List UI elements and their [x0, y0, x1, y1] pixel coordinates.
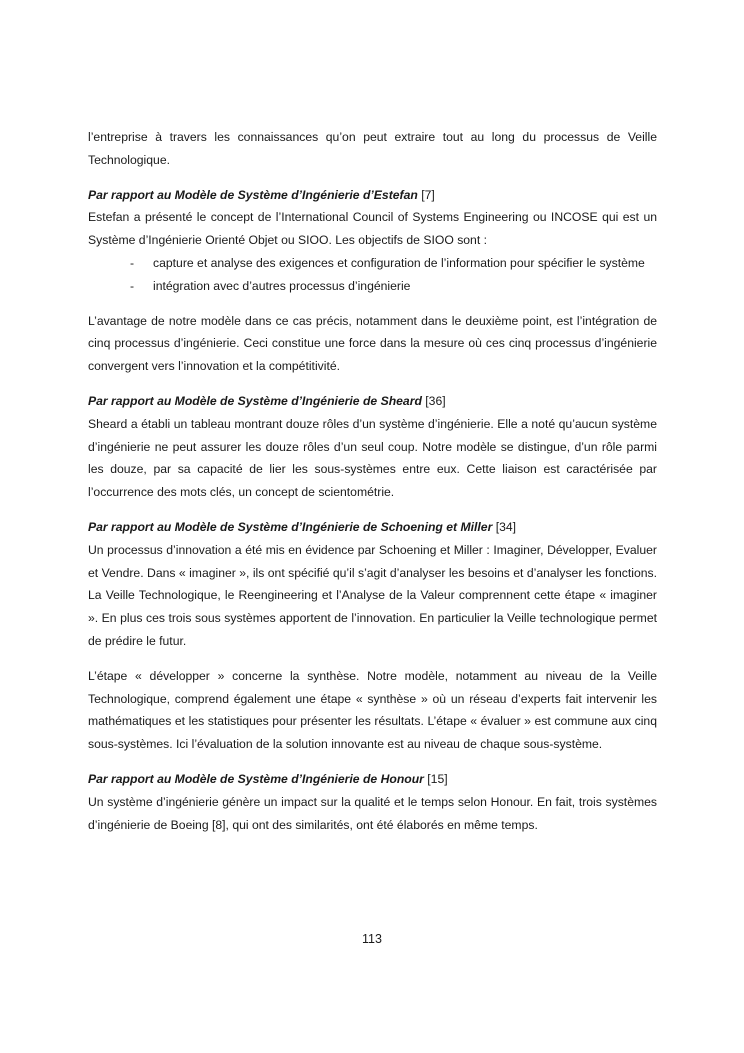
list-item-text: capture et analyse des exigences et configuration de l’information pour spécifier le système — [153, 255, 645, 270]
list-item — [88, 275, 657, 298]
honour-paragraph: Un système d’ingénierie génère un impact sur la qualité et le temps selon Honour. En fait, trois systèmes d’ingénierie de Boeing [8], qui ont des similarités, ont été élaborés en même temps. — [88, 794, 657, 832]
section-heading-estefan: Par rapport au Modèle de Système d’Ingénierie d’Estefan — [88, 187, 418, 202]
estefan-heading-line — [88, 184, 657, 207]
list-item-text: intégration avec d’autres processus d’ingénierie — [153, 278, 411, 293]
section-heading-honour: Par rapport au Modèle de Système d’Ingénierie de Honour — [88, 771, 424, 786]
schoening-paragraph: Un processus d’innovation a été mis en évidence par Schoening et Miller : Imaginer, Développer, Evaluer et Vendre. Dans « imaginer », ils ont spécifié qu’il s’agit d’analyser les besoins et d’analyser les fonctions. La Veille Technologique, le Reengineering et l’Analyse de la Valeur comprennent cette étape « imaginer ». En plus ces trois sous systèmes apportent de l’innovation. En particulier la Veille technologique permet de prédire le futur. — [88, 542, 657, 648]
estefan-conclusion-paragraph: L’avantage de notre modèle dans ce cas précis, notamment dans le deuxième point, est l’intégration de cinq processus d’ingénierie. Ceci constitue une force dans la mesure où ces cinq processus d’ingénierie convergent vers l’innovation et la compétitivité. — [88, 313, 657, 374]
schoening-heading-line — [88, 516, 657, 539]
citation-ref-schoening-miller: [34] — [495, 519, 517, 534]
schoening-paragraph-2: L’étape « développer » concerne la synthèse. Notre modèle, notamment au niveau de la Veille Technologique, comprend également une étape « synthèse » où un réseau d’experts fait intervenir les mathématiques et les statistiques pour présenter les résultats. L’étape « évaluer » est commune aux cinq sous-systèmes. Ici l’évaluation de la solution innovante est au niveau de chaque sous-système. — [88, 668, 657, 752]
page-number: 113 — [362, 932, 382, 946]
objectives-list — [88, 252, 657, 298]
estefan-paragraph: Estefan a présenté le concept de l’International Council of Systems Engineering ou INCOSE qui est un Système d’Ingénierie Orienté Objet ou SIOO. Les objectifs de SIOO sont : — [88, 210, 657, 248]
list-item — [88, 252, 657, 275]
honour-heading-line — [88, 768, 657, 791]
sheard-paragraph: Sheard a établi un tableau montrant douze rôles d’un système d’ingénierie. Elle a noté qu’aucun système d’ingénierie ne peut assurer les douze rôles d’un seul coup. Notre modèle se distingue, d’un rôle parmi les douze, par sa capacité de lier les sous-systèmes entre eux. Cette liaison est caractérisée par l’occurrence des mots clés, un concept de scientométrie. — [88, 416, 657, 500]
sheard-heading-line — [88, 390, 657, 413]
dash-marker: - — [130, 255, 135, 270]
page-content — [88, 126, 657, 836]
intro-paragraph: l’entreprise à travers les connaissances qu’on peut extraire tout au long du processus de Veille Technologique. — [88, 130, 657, 167]
section-heading-sheard: Par rapport au Modèle de Système d’Ingénierie de Sheard — [88, 393, 422, 408]
dash-marker: - — [130, 278, 135, 293]
section-heading-schoening-miller: Par rapport au Modèle de Système d’Ingénierie de Schoening et Miller — [88, 519, 493, 534]
citation-ref-honour: [15] — [427, 771, 448, 786]
citation-ref-estefan: [7] — [421, 187, 435, 202]
citation-ref-sheard: [36] — [425, 393, 446, 408]
